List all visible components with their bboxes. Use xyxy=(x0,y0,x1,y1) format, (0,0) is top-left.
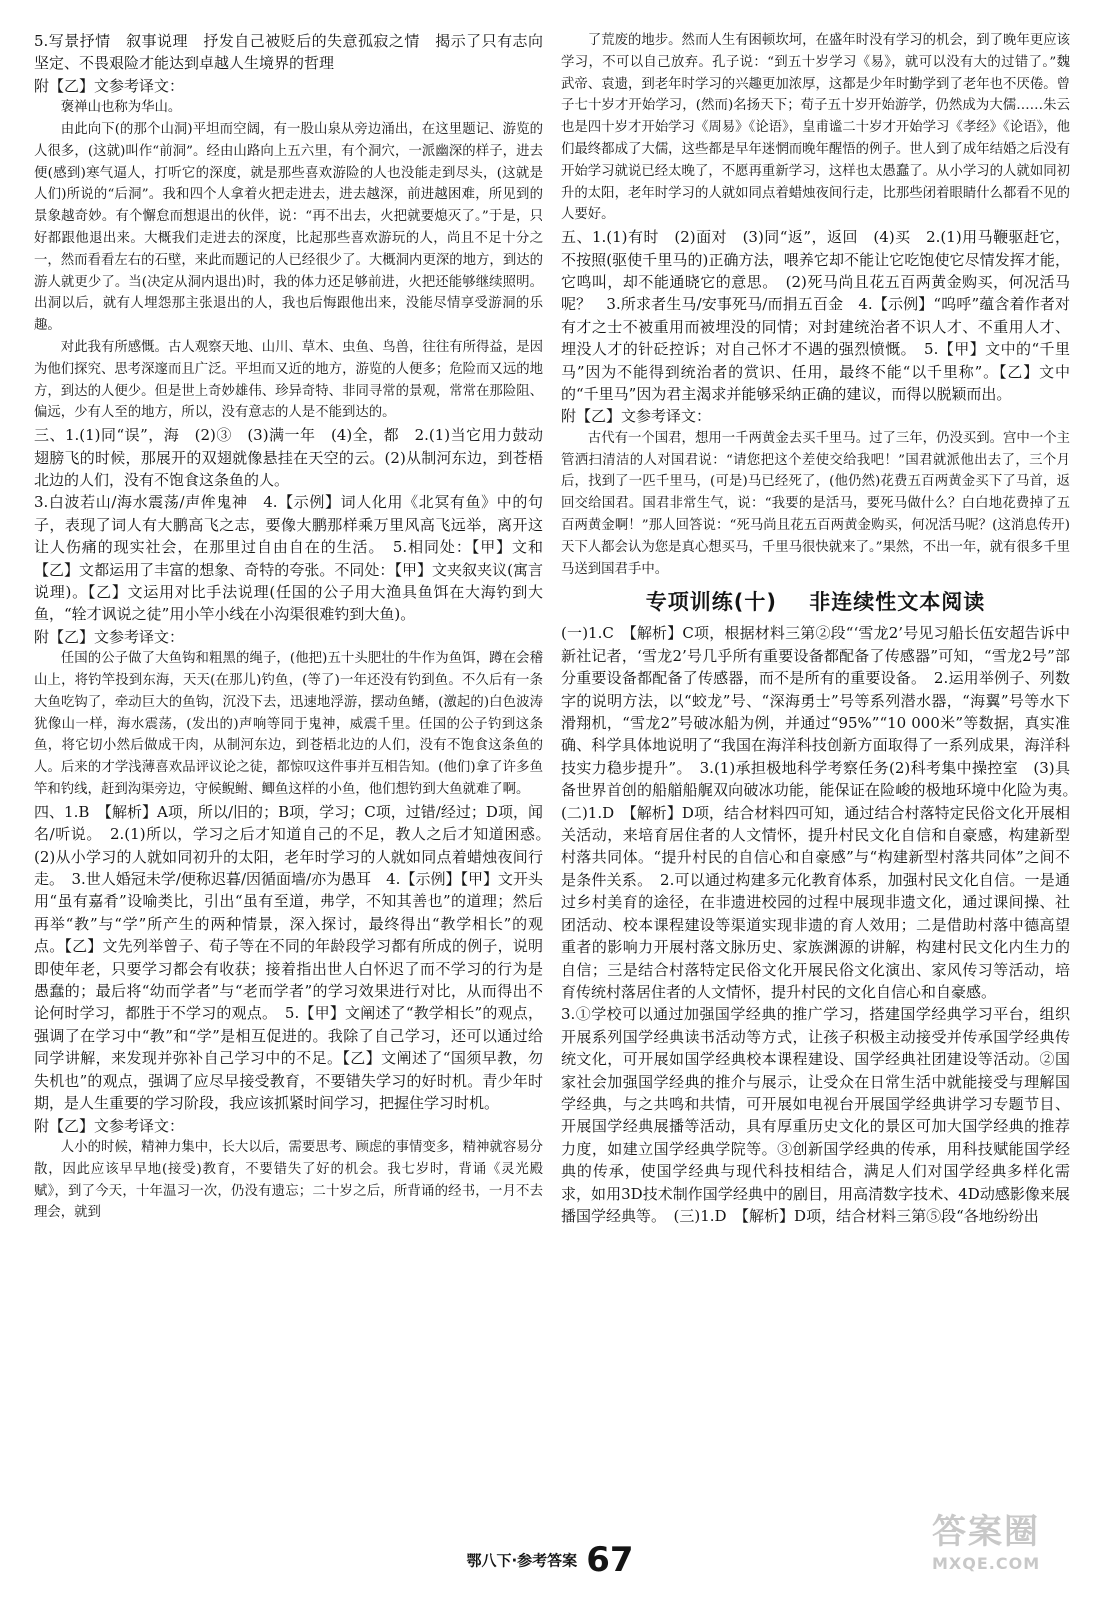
left-column xyxy=(34,30,559,1555)
answer-paragraph: 五、1.(1)有时 (2)面对 (3)同“返”，返回 (4)买 2.(1)用马鞭驱赶它，不按照(驱使千里马的)正确方法，喂养它却不能让它吃饱使它尽情发挥才能，它鸣叫，却不能通晓它的意思。 (2)死马尚且花五百两黄金购买，何况活马呢？ 3.所求者生马/安事死马/而捐五百金 4.【示例】“呜呼”蕴含着作者对有才之士不被重用而被埋没的同情；对封建统治者不识人才、不重用人才、埋没人才的针砭控诉；对自己怀才不遇的强烈愤慨。 5.【甲】文中的“千里马”因为不能得到统治者的赏识、任用，最终不能“以千里称”。【乙】文中的“千里马”因为君主渴求并能够采纳正确的建议，而得以脱颖而出。 xyxy=(561,228,1070,404)
answer-paragraph: 3.白波若山/海水震荡/声侔鬼神 4.【示例】词人化用《北冥有鱼》中的句子，表现了词人有大鹏高飞之志，要像大鹏那样乘万里风高飞远举，离开这让人伤痛的现实社会，在那里过自由自在的生活。 5.相同处：【甲】文和【乙】文都运用了丰富的想象、奇特的夸张。不同处：【甲】文夹叙夹议(寓言说理)。【乙】文运用对比手法说理(任国的公子用大渔具鱼饵在大海钓到大鱼，“辁才讽说之徒”用小竿小线在小沟渠很难钓到大鱼)。 xyxy=(34,493,543,624)
section-heading xyxy=(561,586,1070,616)
answer-paragraph: 三、1.(1)同“误”，海 (2)③ (3)满一年 (4)全，都 2.(1)当它用力鼓动翅膀飞的时候，那展开的双翅就像悬挂在天空的云。(2)从制河东边，到苍梧北边的人们，没有不饱食这条鱼的人。 xyxy=(34,426,543,489)
answer-paragraph: 3.①学校可以通过加强国学经典的推广学习，搭建国学经典学习平台，组织开展系列国学经典读书活动等方式，让孩子积极主动接受并传承国学经典传统文化，可开展如国学经典校本课程建设、国学经典社团建设等活动。②国家社会加强国学经典的推介与展示，让受众在日常生活中就能接受与理解国学经典，与之共鸣和共情，可开展如电视台开展国学经典讲学习专题节目、开展国学经典展播等活动，具有厚重历史文化的景区可加大国学经典的推荐力度，如建立国学经典学院等。③创新国学经典的传承，用科技赋能国学经典的传承，使国学经典与现代科技相结合，满足人们对国学经典多样化需求，如用3D技术制作国学经典中的剧目，用高清数字技术、4D动感影像来展播国学经典等。 (三)1.D 【解析】D项，结合材料三第⑤段“各地纷纷出 xyxy=(561,1005,1070,1225)
answer-paragraph: (一)1.C 【解析】C项，根据材料三第②段“‘雪龙2’号见习船长伍安超告诉中新社记者，‘雪龙2’号几乎所有重要设备都配备了传感器”可知，“雪龙2号”部分重要设备都配备了传感器，而不是所有的重要设备。 2.运用举例子、列数字的说明方法，以“蛟龙”号、“深海勇士”号等系列潜水器，“海翼”号等水下滑翔机，“雪龙2”号破冰船为例，并通过“95%”“10 000米”等数据，真实准确、科学具体地说明了“我国在海洋科技创新方面取得了一系列成果，海洋科技实力稳步提升”。 3.(1)承担极地科学考察任务(2)科考集中操控室 (3)具备世界首创的船艏船艉双向破冰功能，能保证在险峻的极地环境中化险为夷。 (二)1.D 【解析】D项，结合材料四可知，通过结合村落特定民俗文化开展相关活动，来培育居住者的人文情怀，提升村民文化自信和自豪感，构建新型村落共同体。“提升村民的自信心和自豪感”与“构建新型村落共同体”之间不是条件关系。 2.可以通过构建多元化教育体系，加强村民文化自信。一是通过乡村美育的途径，在非遗进校园的过程中展现非遗文化，通过课间操、社团活动、校本课程建设等渠道实现非遗的育人效用；二是借助村落中德高望重者的影响力开展村落文脉历史、家族渊源的讲解，构建村民文化内生力的自信；三是结合村落特定民俗文化开展民俗文化演出、家风传习等活动，培育传统村落居住者的人文情怀，提升村民的文化自信心和自豪感。 xyxy=(561,624,1086,1001)
translation-paragraph: 人小的时候，精神力集中，长大以后，需要思考、顾虑的事情变多，精神就容易分散，因此应该早早地(接受)教育，不要错失了好的机会。我七岁时，背诵《灵光殿赋》，到了今天，十年温习一次，仍没有遗忘；二十岁之后，所背诵的经书，一月不去理会，就到 xyxy=(34,1139,543,1221)
translation-paragraph: 对此我有所感慨。古人观察天地、山川、草木、虫鱼、鸟兽，往往有所得益，是因为他们探究、思考深邃而且广泛。平坦而又近的地方，游览的人便多；危险而又远的地方，到达的人便少。但是世上奇妙雄伟、珍异奇特、非同寻常的景观，常常在那险阻、偏远，少有人至的地方，所以，没有意志的人是不能到达的。 xyxy=(34,339,543,421)
translation-paragraph: 褒禅山也称为华山。 xyxy=(60,100,182,116)
translation-paragraph: 了荒废的地步。然而人生有困顿坎坷，在盛年时没有学习的机会，到了晚年更应该学习，不可以自己放弃。孔子说：“到五十岁学习《易》，就可以没有大的过错了。”魏武帝、袁遗，到老年时学习的兴趣更加浓厚，这都是少年时勤学到了老年也不厌倦。曾子七十岁才开始学习，(然而)名扬天下；荀子五十岁开始游学，仍然成为大儒……朱云也是四十岁才开始学习《周易》《论语》，皇甫谧二十岁才开始学习《孝经》《论语》，他们最终都成了大儒，这些都是早年迷惘而晚年醒悟的例子。世人到了成年结婚之后没有开始学习就说已经太晚了，不愿再重新学习，这样也太愚蠢了。从小学习的人就如同初升的太阳，老年时学习的人就如同点着蜡烛夜间行走，比那些闭着眼睛什么都看不见的人要好。 xyxy=(561,33,1070,223)
translation-paragraph: 古代有一个国君，想用一千两黄金去买千里马。过了三年，仍没买到。宫中一个主管洒扫清洁的人对国君说：“请您把这个差使交给我吧！”国君就派他出去了，三个月后，找到了一匹千里马，(可是)马已经死了，(他仍然)花费五百两黄金买下了马首，返回交给国君。国君非常生气，说：“我要的是活马，要死马做什么？白白地花费掉了五百两黄金啊！”那人回答说：“死马尚且花五百两黄金购买，何况活马呢？(这消息传开)天下人都会认为您是真心想买马，千里马很快就来了。”果然，不出一年，就有很多千里马送到国君手中。 xyxy=(561,430,1070,577)
answer-paragraph: 附【乙】文参考译文： xyxy=(34,1116,185,1135)
watermark-logo xyxy=(932,1510,1082,1590)
answer-paragraph: 附【乙】文参考译文： xyxy=(34,76,185,95)
page-number: 67 xyxy=(586,1540,634,1580)
translation-paragraph: 任国的公子做了大鱼钩和粗黑的绳子，(他把)五十头肥壮的牛作为鱼饵，蹲在会稽山上，将钓竿投到东海，天天(在那儿)钓鱼，(等了)一年还没有钓到鱼。不久后有一条大鱼吃钩了，牵动巨大的鱼钩，沉没下去，迅速地浮游，摆动鱼鳍，(激起的)白色波涛犹像山一样，海水震荡，(发出的)声响等同于鬼神，威震千里。任国的公子钓到这条鱼，将它切小然后做成干肉，从制河东边，到苍梧北边的人们，没有不饱食这条鱼的人。后来的才学浅薄喜欢品评议论之徒，都惊叹这件事并互相告知。(他们)拿了许多鱼竿和钓线，赶到沟渠旁边，守候鲵鲋、鲫鱼这样的小鱼，他们想钓到大鱼就难了啊。 xyxy=(34,651,543,798)
answer-paragraph: 附【乙】文参考译文： xyxy=(34,627,185,646)
watermark-logo-text: 答案圈 xyxy=(932,1512,1040,1552)
right-column-top xyxy=(561,30,1070,580)
translation-paragraph: 由此向下(的那个山洞)平坦而空阔，有一股山泉从旁边涌出，在这里题记、游览的人很多，(这就)叫作“前洞”。经由山路向上五六里，有个洞穴，一派幽深的样子，进去便(感到)寒气逼人，打听它的深度，就是那些喜欢游险的人也没能走到尽头，(这就是人们)所说的“后洞”。我和四个人拿着火把走进去，进去越深，前进越困难，所见到的景象越奇妙。有个懈怠而想退出的伙伴，说：“再不出去，火把就要熄灭了。”于是，只好都跟他退出来。大概我们走进去的深度，比起那些喜欢游玩的人，尚且不足十分之一，然而看看左右的石壁，来此而题记的人已经很少了。大概洞内更深的地方，到达的游人就更少了。当(决定从洞内退出)时，我的体力还足够前进，火把还能够继续照明。出洞以后，就有人埋怨那主张退出的人，我也后悔跟他出来，没能尽情享受游洞的乐趣。 xyxy=(34,122,543,334)
section-label: 专项训练(十) xyxy=(645,590,777,615)
two-column-layout xyxy=(34,30,1086,1555)
answer-paragraph: 四、1.B 【解析】A项，所以/旧的；B项，学习；C项，过错/经过；D项，闻名/听说。 2.(1)所以，学习之后才知道自己的不足，教人之后才知道困惑。 (2)从小学习的人就如同初升的太阳，老年时学习的人就如同点着蜡烛夜间行走。 3.世人婚冠未学/便称迟暮/因循面墙/亦为愚耳 4.【示例】【甲】文开头用“虽有嘉肴”设喻类比，引出“虽有至道，弗学，不知其善也”的道理；然后再举“教”与“学”所产生的两种情景，深入探讨，最终得出“教学相长”的观点。【乙】文先列举曾子、荀子等在不同的年龄段学习都有所成的例子，说明即使年老，只要学习都会有收获；接着指出世人白怀迟了而不学习的行为是愚蠢的；最后将“幼而学者”与“老而学者”的学习效果进行对比，从而得出不论何时学习，都胜于不学习的观点。 5.【甲】文阐述了“教学相长”的观点，强调了在学习中“教”和“学”是相互促进的。我除了自己学习，还可以通过给同学讲解，来发现并弥补自己学习中的不足。【乙】文阐述了“国须早教，勿失机也”的观点，强调了应尽早接受教育，不要错失学习的好时机。青少年时期，是人生重要的学习阶段，我应该抓紧时间学习，把握住学习时机。 xyxy=(34,802,559,1113)
right-column-bottom xyxy=(561,622,1086,1227)
section-title: 非连续性文本阅读 xyxy=(809,590,986,615)
footer-label: 鄂八下·参考答案 xyxy=(466,1551,578,1570)
answer-paragraph: 附【乙】文参考译文： xyxy=(561,407,712,426)
watermark-url: MXQE.COM xyxy=(932,1554,1041,1573)
right-column xyxy=(561,30,1086,1555)
answer-paragraph: 5.写景抒情 叙事说理 抒发自己被贬后的失意孤寂之情 揭示了只有志向坚定、不畏艰险才能达到卓越人生境界的哲理 xyxy=(34,32,543,73)
